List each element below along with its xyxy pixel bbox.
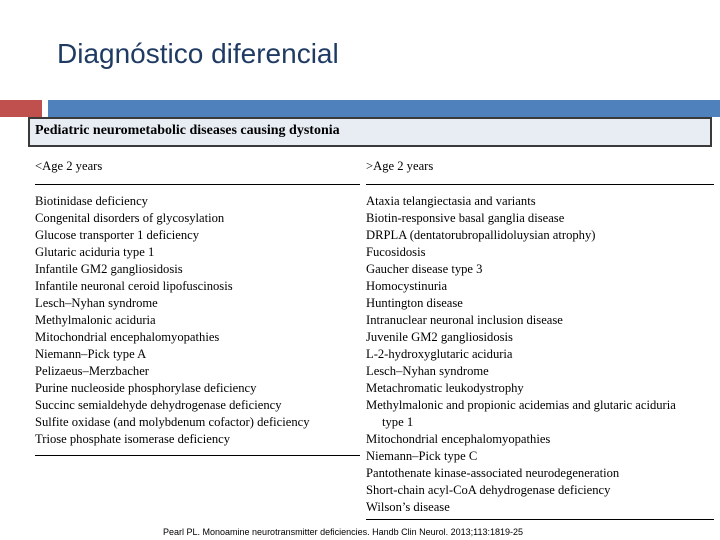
- right-column-header: >Age 2 years: [366, 159, 434, 173]
- list-item: Ataxia telangiectasia and variants: [366, 194, 536, 208]
- list-item: Succinc semialdehyde dehydrogenase deficiency: [35, 398, 282, 412]
- slide-title: Diagnóstico diferencial: [57, 38, 339, 69]
- list-item: Niemann–Pick type C: [366, 449, 478, 463]
- right-column: [366, 158, 714, 516]
- list-item: Mitochondrial encephalomyopathies: [35, 330, 220, 344]
- list-item: Short-chain acyl-CoA dehydrogenase deficiency: [366, 483, 611, 497]
- left-disease-list: [35, 193, 360, 448]
- list-item: L-2-hydroxyglutaric aciduria: [366, 347, 513, 361]
- list-item: Metachromatic leukodystrophy: [366, 381, 524, 395]
- list-item: DRPLA (dentatorubropallidoluysian atrophy): [366, 228, 596, 242]
- list-item: Intranuclear neuronal inclusion disease: [366, 313, 563, 327]
- list-item: Biotinidase deficiency: [35, 194, 148, 208]
- list-item: Wilson’s disease: [366, 500, 450, 514]
- list-item: Lesch–Nyhan syndrome: [366, 364, 489, 378]
- citation: Pearl PL. Monoamine neurotransmitter deficiencies. Handb Clin Neurol. 2013;113:1819-25: [163, 527, 524, 537]
- right-header-rule: [366, 184, 714, 185]
- list-item: Fucosidosis: [366, 245, 426, 259]
- list-item: Purine nucleoside phosphorylase deficiency: [35, 381, 257, 395]
- list-item: Homocystinuria: [366, 279, 448, 293]
- list-item: Juvenile GM2 gangliosidosis: [366, 330, 513, 344]
- table-title: Pediatric neurometabolic diseases causing dystonia: [35, 123, 340, 138]
- list-item: Pelizaeus–Merzbacher: [35, 364, 149, 378]
- list-item: Biotin-responsive basal ganglia disease: [366, 211, 565, 225]
- list-item: Sulfite oxidase (and molybdenum cofactor) deficiency: [35, 415, 310, 429]
- list-item: Triose phosphate isomerase deficiency: [35, 432, 231, 446]
- left-bottom-rule: [35, 455, 360, 456]
- list-item-continuation: type 1: [382, 415, 414, 429]
- accent-bar-blue: [48, 100, 720, 117]
- list-item: Methylmalonic and propionic acidemias and glutaric aciduria: [366, 398, 676, 412]
- list-item: Huntington disease: [366, 296, 463, 310]
- list-item: Pantothenate kinase-associated neurodegeneration: [366, 466, 620, 480]
- right-bottom-rule: [366, 519, 714, 520]
- left-header-rule: [35, 184, 360, 185]
- list-item: Niemann–Pick type A: [35, 347, 147, 361]
- list-item: Glutaric aciduria type 1: [35, 245, 155, 259]
- list-item: Gaucher disease type 3: [366, 262, 483, 276]
- list-item: Infantile neuronal ceroid lipofuscinosis: [35, 279, 233, 293]
- list-item: Lesch–Nyhan syndrome: [35, 296, 158, 310]
- list-item: Glucose transporter 1 deficiency: [35, 228, 200, 242]
- left-column: [35, 158, 360, 448]
- list-item: Infantile GM2 gangliosidosis: [35, 262, 183, 276]
- accent-bar-red: [0, 100, 42, 117]
- list-item: Mitochondrial encephalomyopathies: [366, 432, 551, 446]
- left-column-header: <Age 2 years: [35, 159, 103, 173]
- list-item: Methylmalonic aciduria: [35, 313, 156, 327]
- right-disease-list: [366, 193, 714, 516]
- list-item: Congenital disorders of glycosylation: [35, 211, 225, 225]
